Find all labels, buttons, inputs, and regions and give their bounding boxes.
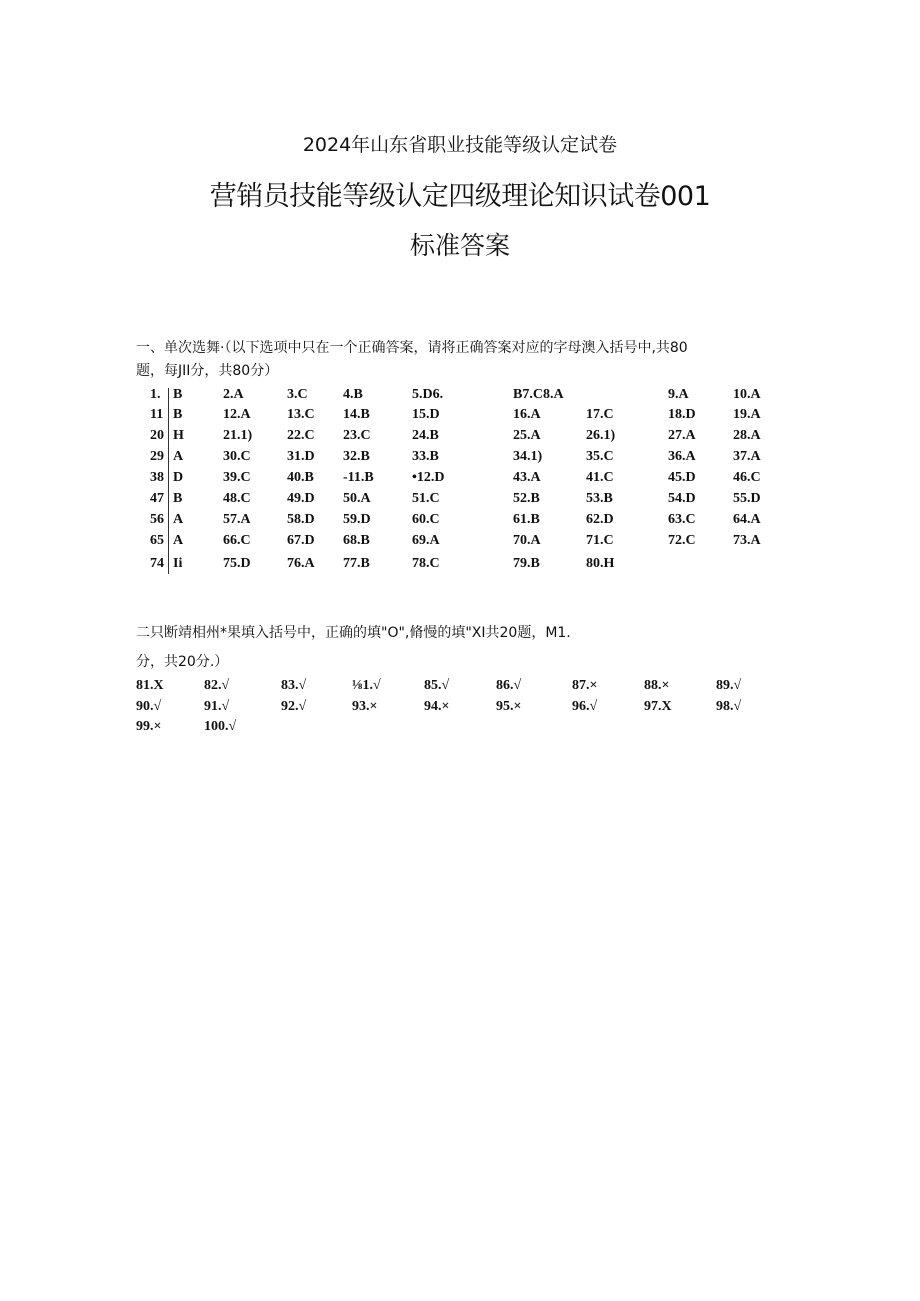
answer-cell: 46.C [733,470,761,485]
judgement-answer: 86.√ [496,678,522,693]
judgement-answer: 94.× [424,699,450,714]
judgement-answer: 95.× [496,699,522,714]
answer-cell: 14.B [343,407,370,422]
answer-cell: 80.H [586,556,615,571]
answer-cell: B [173,387,183,402]
judgement-answer: 88.× [644,678,670,693]
answer-cell: 26.1) [586,428,616,443]
answer-cell: 21.1) [223,428,253,443]
answer-cell: 15.D [412,407,440,422]
section1-intro-cont: 题，每JII分，共80分） [136,363,279,379]
question-number: 65 [150,533,164,548]
answer-cell: 16.A [513,407,541,422]
judgement-answer: 90.√ [136,699,162,714]
answer-cell: 50.A [343,491,371,506]
answer-cell: 22.C [287,428,315,443]
answer-cell: 13.C [287,407,315,422]
answer-cell: 32.B [343,449,370,464]
answer-cell: A [173,512,184,527]
section1-intro: 一、单次选舞·（以下选项中只在一个正确答案，请将正确答案对应的字母澳入括号中,共80 [136,340,688,356]
question-number: 20 [150,428,164,443]
answer-cell: 60.C [412,512,440,527]
answer-cell: 18.D [668,407,696,422]
answer-cell: 36.A [668,449,696,464]
answer-cell: 35.C [586,449,614,464]
answer-row [0,510,920,530]
answer-cell: 53.B [586,491,613,506]
question-number: 74 [150,556,164,571]
exam-title: 营销员技能等级认定四级理论知识试卷001 [209,181,711,212]
question-number: 11 [150,407,164,422]
judgement-answer: 89.√ [716,678,742,693]
answer-cell: A [173,449,184,464]
section2-intro: 二只断靖相州*果填入括号中，正确的填"O",脩慢的填"XI共20题，M1. [136,625,571,641]
judgement-row [0,717,920,737]
answer-cell: 79.B [513,556,540,571]
judgement-row [0,697,920,717]
question-number: 29 [150,449,164,464]
answer-cell: 31.D [287,449,315,464]
judgement-answer: 99.× [136,719,162,734]
answer-row [0,405,920,425]
judgement-answer: 98.√ [716,699,742,714]
answer-cell: 69.A [412,533,440,548]
answer-cell: 75.D [223,556,251,571]
answer-cell: -11.B [343,470,374,485]
answer-cell: 63.C [668,512,696,527]
answer-cell: 28.A [733,428,761,443]
answer-cell: 33.B [412,449,439,464]
exam-header-line1: 2024年山东省职业技能等级认定试卷 [302,134,618,156]
answer-cell: 48.C [223,491,251,506]
answer-cell: 49.D [287,491,315,506]
question-number: 47 [150,491,164,506]
answer-cell: 67.D [287,533,315,548]
answer-cell: H [173,428,184,443]
answer-cell: 45.D [668,470,696,485]
judgement-answer: 97.X [644,699,672,714]
question-number: 38 [150,470,164,485]
answer-cell: 70.A [513,533,541,548]
answer-row [0,385,920,405]
answer-cell: 5.D6. [412,387,444,402]
judgement-answer: 92.√ [281,699,307,714]
judgement-answer: 93.× [352,699,378,714]
judgement-answer: 81.X [136,678,164,693]
answer-cell: A [173,533,184,548]
answer-cell: 30.C [223,449,251,464]
answer-row [0,531,920,551]
judgement-answer: 82.√ [204,678,230,693]
answer-row [0,447,920,467]
judgement-answer: 85.√ [424,678,450,693]
answer-row [0,554,920,574]
answer-cell: 19.A [733,407,761,422]
question-number: 56 [150,512,164,527]
answer-cell: 25.A [513,428,541,443]
answer-row [0,489,920,509]
answer-row [0,426,920,446]
judgement-answer: 87.× [572,678,598,693]
answer-cell: 4.B [343,387,363,402]
answer-cell: •12.D [412,470,445,485]
answer-cell: 39.C [223,470,251,485]
judgement-answer: 100.√ [204,719,237,734]
answer-cell: 23.C [343,428,371,443]
answer-cell: 40.B [287,470,314,485]
answer-cell: B [173,491,183,506]
judgement-answer: ⅛1.√ [352,678,381,693]
answer-cell: 76.A [287,556,315,571]
answer-cell: 68.B [343,533,370,548]
judgement-answer: 91.√ [204,699,230,714]
answer-cell: B7.C8.A [513,387,564,402]
answer-cell: 34.1) [513,449,543,464]
answer-cell: 58.D [287,512,315,527]
answer-cell: 64.A [733,512,761,527]
answer-cell: B [173,407,183,422]
answer-cell: 51.C [412,491,440,506]
section2-intro-cont: 分，共20分.） [136,654,229,670]
answer-cell: 52.B [513,491,540,506]
judgement-answer: 83.√ [281,678,307,693]
answer-cell: 17.C [586,407,614,422]
answer-cell: 3.C [287,387,308,402]
answer-cell: 77.B [343,556,370,571]
answer-cell: 78.C [412,556,440,571]
judgement-row [0,676,920,696]
answer-cell: 71.C [586,533,614,548]
answer-cell: 9.A [668,387,689,402]
answer-cell: 27.A [668,428,696,443]
answer-cell: D [173,470,184,485]
answer-cell: 55.D [733,491,761,506]
answer-cell: 61.B [513,512,540,527]
question-number: 1. [150,387,161,402]
answer-cell: 24.B [412,428,439,443]
answer-cell: Ii [173,556,183,571]
answer-cell: 54.D [668,491,696,506]
answer-key-heading: 标准答案 [409,231,510,260]
answer-cell: 10.A [733,387,761,402]
answer-cell: 72.C [668,533,696,548]
answer-cell: 37.A [733,449,761,464]
judgement-answer: 96.√ [572,699,598,714]
answer-cell: 2.A [223,387,244,402]
answer-cell: 41.C [586,470,614,485]
answer-row [0,468,920,488]
answer-cell: 12.A [223,407,251,422]
answer-cell: 62.D [586,512,614,527]
answer-cell: 57.A [223,512,251,527]
answer-cell: 66.C [223,533,251,548]
answer-cell: 43.A [513,470,541,485]
answer-cell: 59.D [343,512,371,527]
answer-cell: 73.A [733,533,761,548]
